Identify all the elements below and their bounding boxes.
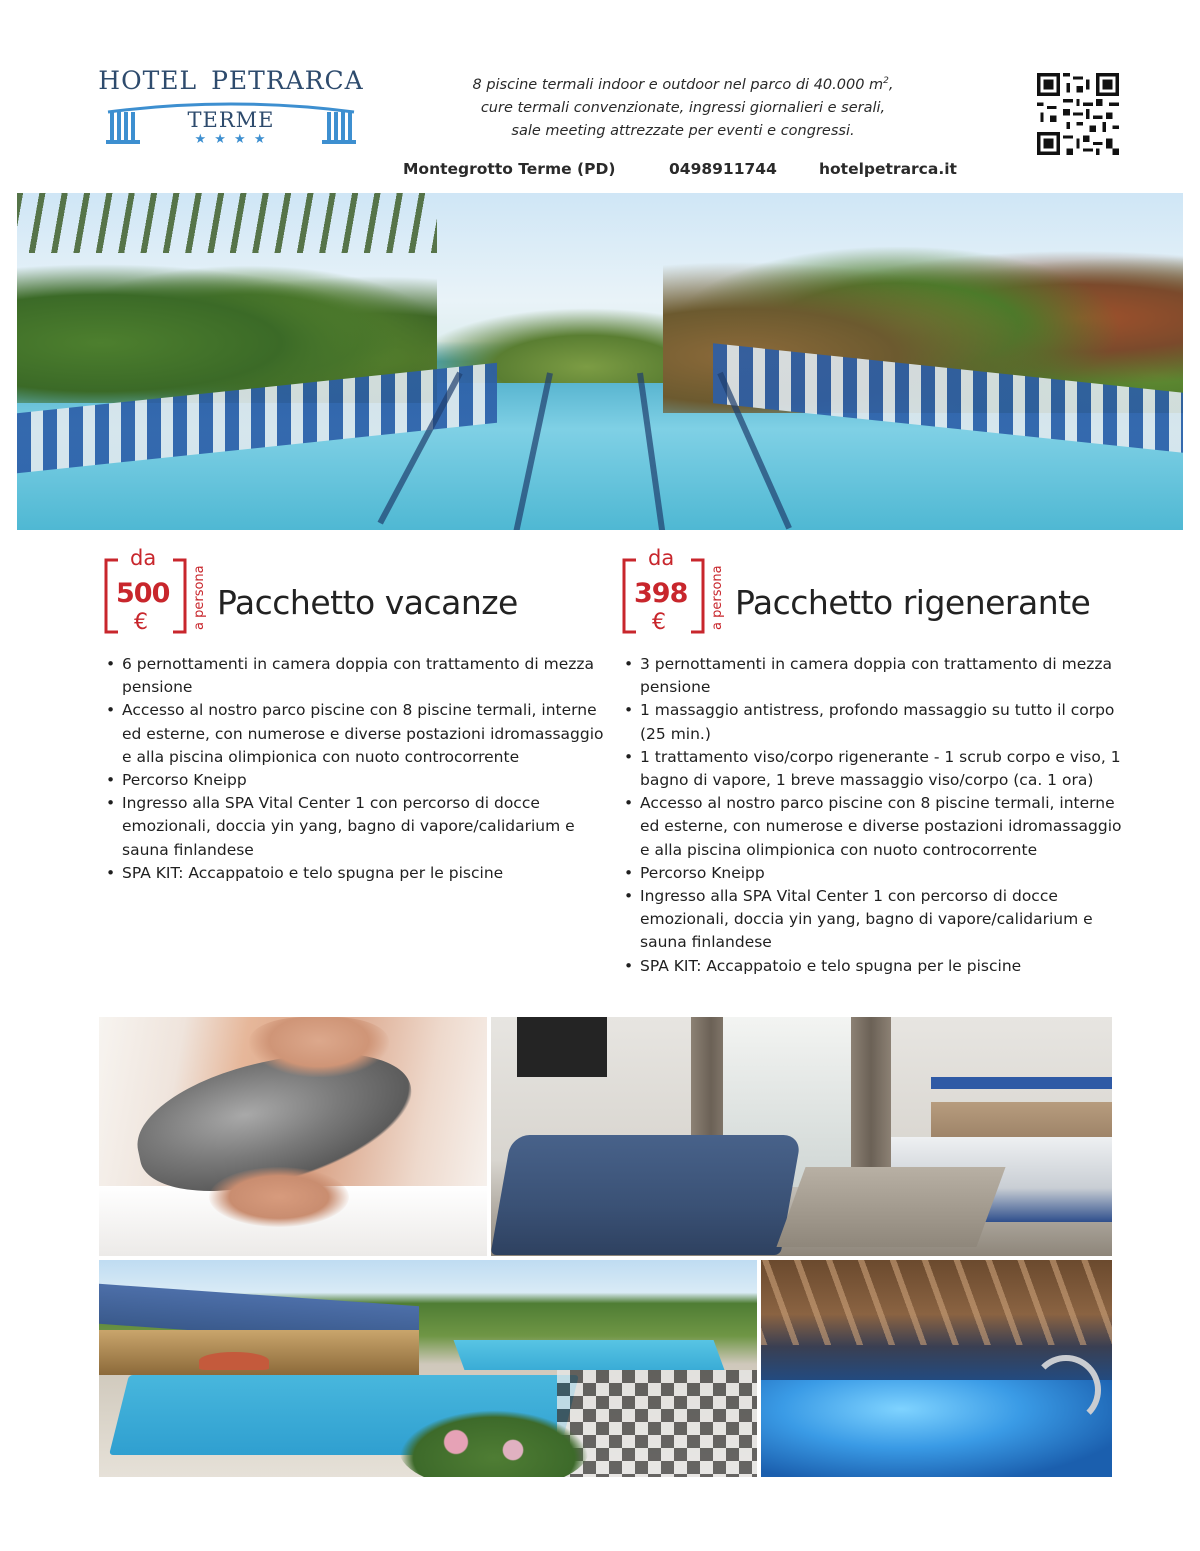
price-prefix: da — [130, 546, 157, 570]
feature-list — [104, 653, 604, 885]
list-item: • 6 pernottamenti in camera doppia con trattamento di mezza pensione — [104, 653, 604, 699]
list-item: • Accesso al nostro parco piscine con 8 piscine termali, interne ed esterne, con numerose e diverse postazioni idromassaggio e alla piscina olimpionica con nuoto controcorrente — [104, 699, 604, 769]
qr-code-icon[interactable] — [1037, 73, 1119, 155]
tagline-line-1: 8 piscine termali indoor e outdoor nel parco di 40.000 $m^2$, — [472, 76, 894, 93]
list-item: • SPA KIT: Accappatoio e telo spugna per le piscine — [104, 862, 604, 885]
price-prefix: da — [648, 546, 675, 570]
logo-title — [98, 66, 364, 95]
logo-word-petrarca: PETRARCA — [211, 66, 364, 95]
logo-subtitle: TERME — [187, 108, 275, 132]
list-item: • Accesso al nostro parco piscine con 8 piscine termali, interne ed esterne, con numerose e diverse postazioni idromassaggio e alla piscina olimpionica con nuoto controcorrente — [622, 792, 1127, 862]
olympic-pool-photo — [17, 193, 1183, 530]
list-item: • Ingresso alla SPA Vital Center 1 con percorso di docce emozionali, doccia yin yang, bagno di vapore/calidarium e sauna finlandese — [622, 885, 1127, 955]
price-value: 398 — [634, 578, 688, 609]
hotel-logo — [98, 66, 364, 150]
offer-title: Pacchetto rigenerante — [735, 583, 1091, 622]
location-text: Montegrotto Terme (PD) — [403, 160, 616, 178]
price-per-person: a persona — [192, 565, 207, 630]
hotel-room-photo — [491, 1017, 1112, 1256]
bracket-right-icon — [690, 558, 705, 634]
price-currency: € — [134, 610, 148, 635]
tagline — [418, 70, 948, 143]
price-per-person: a persona — [710, 565, 725, 630]
list-item: • Percorso Kneipp — [622, 862, 1127, 885]
feature-list — [622, 653, 1127, 978]
phone-number[interactable]: 0498911744 — [669, 160, 777, 178]
list-item: • Percorso Kneipp — [104, 769, 604, 792]
contact-bar — [403, 160, 1003, 182]
indoor-pool-photo — [761, 1260, 1112, 1477]
list-item: • 3 pernottamenti in camera doppia con trattamento di mezza pensione — [622, 653, 1127, 699]
list-item: • Ingresso alla SPA Vital Center 1 con percorso di docce emozionali, doccia yin yang, bagno di vapore/calidarium e sauna finlandese — [104, 792, 604, 862]
offer-title: Pacchetto vacanze — [217, 583, 518, 622]
price-badge — [622, 548, 732, 638]
outdoor-pools-photo — [99, 1260, 757, 1477]
bracket-right-icon — [172, 558, 187, 634]
price-value: 500 — [116, 578, 170, 609]
price-currency: € — [652, 610, 666, 635]
list-item: • 1 trattamento viso/corpo rigenerante - 1 scrub corpo e viso, 1 bagno di vapore, 1 breve massaggio viso/corpo (ca. 1 ora) — [622, 746, 1127, 792]
tagline-line-3: sale meeting attrezzate per eventi e congressi. — [511, 122, 855, 139]
website-link[interactable]: hotelpetrarca.it — [819, 160, 957, 178]
list-item: • SPA KIT: Accappatoio e telo spugna per le piscine — [622, 955, 1127, 978]
tagline-line-2: cure termali convenzionate, ingressi giornalieri e serali, — [480, 99, 886, 116]
price-badge — [104, 548, 214, 638]
list-item: • 1 massaggio antistress, profondo massaggio su tutto il corpo (25 min.) — [622, 699, 1127, 745]
mud-therapy-photo — [99, 1017, 487, 1256]
logo-stars: ★ ★ ★ ★ — [194, 132, 268, 147]
logo-word-hotel: HOTEL — [98, 66, 198, 95]
